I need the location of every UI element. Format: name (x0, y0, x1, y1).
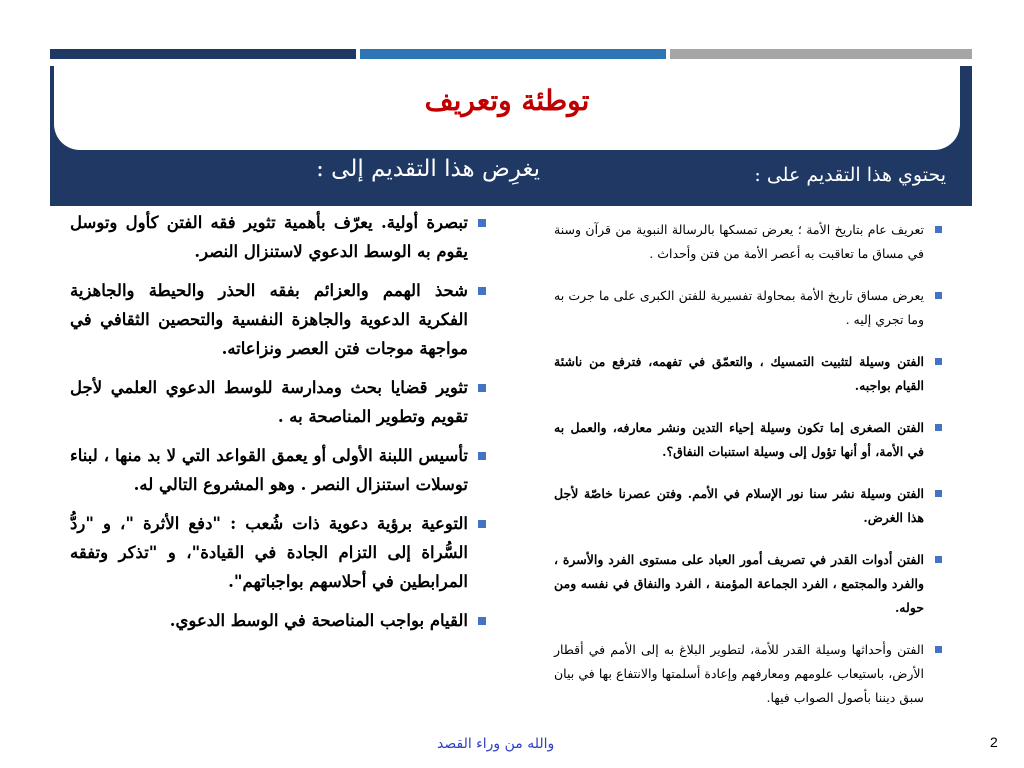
aims-item (70, 441, 488, 499)
footer-text: والله من وراء القصد (437, 736, 555, 752)
contents-list (554, 218, 944, 728)
square-bullet-icon (935, 358, 942, 365)
square-bullet-icon (478, 452, 486, 460)
contents-item (554, 416, 944, 464)
contents-item (554, 638, 944, 710)
aims-item-text: شحذ الهمم والعزائم بفقه الحذر والحيطة والجاهزية الفكرية الدعوية والجاهزة النفسية والتحصين الثقافي في مواجهة موجات فتن العصر ونزاعاته. (70, 281, 468, 358)
aims-list (70, 208, 488, 645)
square-bullet-icon (935, 556, 942, 563)
contents-item (554, 350, 944, 398)
square-bullet-icon (478, 520, 486, 528)
aims-item-text: القيام بواجب المناصحة في الوسط الدعوي. (169, 611, 468, 630)
contents-item (554, 218, 944, 266)
slide-header (50, 66, 972, 206)
aims-item (70, 606, 488, 635)
contents-item-text: الفتن الصغرى إما تكون وسيلة إحياء التدين ونشر معارفه، والعمل به في الأمة، أو أنها تؤول إلى وسيلة استنبات النفاق؟. (554, 420, 924, 459)
aims-item-text: تثوير قضايا بحث ومدارسة للوسط الدعوي العلمي لأجل تقويم وتطوير المناصحة به . (70, 378, 468, 426)
square-bullet-icon (478, 384, 486, 392)
square-bullet-icon (478, 219, 486, 227)
title-box (54, 66, 960, 150)
square-bullet-icon (478, 617, 486, 625)
square-bullet-icon (935, 424, 942, 431)
square-bullet-icon (935, 226, 942, 233)
contents-heading: يحتوي هذا التقديم على : (754, 164, 946, 186)
square-bullet-icon (935, 646, 942, 653)
square-bullet-icon (478, 287, 486, 295)
contents-item-text: الفتن أدوات القدر في تصريف أمور العباد على مستوى الفرد والأسرة ، والفرد والمجتمع ، الفرد الجماعة المؤمنة ، الفرد والنفاق في نفسه ومن حوله. (554, 552, 924, 615)
contents-item-text: الفتن وسيلة نشر سنا نور الإسلام في الأمم. وفتن عصرنا خاصّة لأجل هذا الغرض. (554, 486, 924, 525)
square-bullet-icon (935, 490, 942, 497)
slide-title: توطئة وتعريف (424, 84, 590, 117)
accent-bar-gray (670, 49, 972, 59)
square-bullet-icon (935, 292, 942, 299)
aims-item (70, 509, 488, 596)
aims-item (70, 373, 488, 431)
aims-item (70, 276, 488, 363)
aims-heading: يغرِض هذا التقديم إلى : (316, 156, 540, 182)
contents-item (554, 548, 944, 620)
aims-item (70, 208, 488, 266)
contents-item-text: الفتن وسيلة لتثبيت التمسيك ، والتعمّق في تفهمه، فترفع من ناشئة القيام بواجبه. (554, 354, 924, 393)
accent-bar-navy (50, 49, 356, 59)
accent-bar-blue (360, 49, 666, 59)
aims-item-text: التوعية برؤية دعوية ذات شُعب : "دفع الأثرة "، و "ردُّ السُّراة إلى التزام الجادة في القيادة"، و "تذكر وتفقه المرابطين في أحلاسهم بواجباتهم". (70, 514, 468, 591)
contents-item-text: تعريف عام بتاريخ الأمة ؛ يعرض تمسكها بالرسالة النبوية من قرآن وسنة في مساق ما تعاقبت به أعصر الأمة من فتن وأحداث . (554, 222, 924, 261)
contents-item-text: الفتن وأحداثها وسيلة القدر للأمة، لتطوير البلاغ به إلى الأمم في أقطار الأرض، باستيعاب علومهم ومعارفهم وإعادة أسلمتها والانتفاع بها في بيان سبق ديننا بأصول الصواب فيها. (554, 642, 924, 705)
aims-item-text: تأسيس اللبنة الأولى أو يعمق القواعد التي لا بد منها ، لبناء توسلات استنزال النصر . وهو المشروع التالي له. (70, 446, 468, 494)
page-number: 2 (990, 734, 998, 750)
contents-item (554, 284, 944, 332)
top-accent-bars (50, 49, 972, 59)
contents-item-text: يعرض مساق تاريخ الأمة بمحاولة تفسيرية للفتن الكبرى على ما جرت به وما تجري إليه . (554, 288, 924, 327)
aims-item-text: تبصرة أولية. يعرّف بأهمية تثوير فقه الفتن كأول وتوسل يقوم به الوسط الدعوي لاستنزال النصر. (70, 213, 468, 261)
contents-item (554, 482, 944, 530)
